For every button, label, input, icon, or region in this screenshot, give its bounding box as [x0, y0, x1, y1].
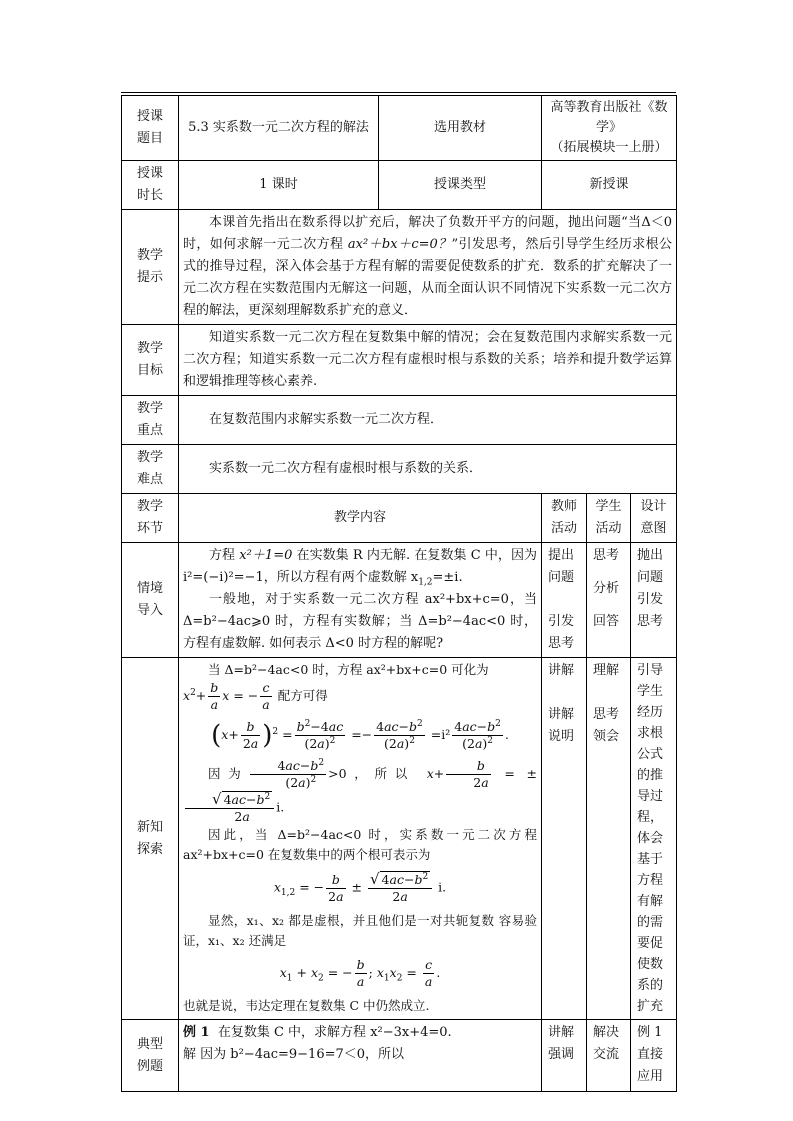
example-label: 典型 例题 — [122, 1020, 179, 1092]
col-student-header: 学生 活动 — [587, 494, 631, 543]
explore-teacher: 讲解 讲解 说明 — [542, 658, 587, 1020]
row-column-headers — [122, 494, 677, 543]
col-design-header: 设计 意图 — [631, 494, 677, 543]
situation-teacher: 提出 问题 引发 思考 — [542, 543, 587, 658]
example-teacher: 讲解 强调 — [542, 1020, 587, 1092]
example-student: 解决 交流 — [587, 1020, 631, 1092]
hint-text: 本课首先指出在数系得以扩充后，解决了负数开平方的问题，抛出问题“当Δ＜0时，如何求解一元二次方程 ax²＋bx＋c=0？”引发思考，然后引导学生经历求根公式的推导过程，深入体会基于方程有解的需要促使数系的扩充．数系的扩充解决了一元二次方程在实数范围内无解这一问题，从而全面认识不同情况下实系数一元二次方程的解法，更深刻理解数系扩充的意义． — [179, 210, 677, 325]
situation-content: 方程 x²＋1=0 在实数集 R 内无解. 在复数集 C 中，因为 i²=(−i)²=−1，所以方程有两个虚数解 $x_{1,2}=\pm i$. 一般地，对于实系数一元二次方程 ax²+bx+c=0，当 Δ=b²−4ac⩾0 时，方程有实数解；当 Δ=b²−4ac<0 时，方程有虚数解. 如何表示 Δ<0 时方程的解呢? — [179, 543, 542, 658]
row-example — [122, 1020, 677, 1092]
hint-label: 教学 提示 — [122, 210, 179, 325]
goals-label: 教学 目标 — [122, 325, 179, 396]
textbook-label: 选用教材 — [379, 96, 542, 161]
explore-label: 新知 探索 — [122, 658, 179, 1020]
row-key-points — [122, 396, 677, 445]
row-explore — [122, 658, 677, 1020]
root-formula: $x_{1,2}$ = − $\frac{b}{2a}$ ± $\frac{√ 4ac-b^2}{2a}$ i. — [273, 870, 447, 904]
course-title-label: 授课 题目 — [122, 96, 179, 161]
because-line: 因为 $\frac{4ac-b^2}{(2a)^2}$ >0，所以 x+ $\frac{b}{2a}$ = ± $\frac{√ 4ac-b^2}{2a}$ i. — [183, 758, 537, 825]
situation-student: 思考 分析 回答 — [587, 543, 631, 658]
vieta-formula: $x_1 + x_2$ = − $\frac{b}{a}$ ; $x_1x_2$ = $\frac{c}{a}$ . — [279, 957, 441, 989]
difficulties-text: 实系数一元二次方程有虚根时根与系数的关系． — [179, 445, 677, 494]
duration-label: 授课 时长 — [122, 161, 179, 210]
key-points-label: 教学 重点 — [122, 396, 179, 445]
row-situation — [122, 543, 677, 658]
row-hint — [122, 210, 677, 325]
situation-design: 抛出 问题 引发 思考 — [631, 543, 677, 658]
example-design: 例 1 直接 应用 — [631, 1020, 677, 1092]
course-title: 5.3 实系数一元二次方程的解法 — [179, 96, 379, 161]
textbook-name: 高等教育出版社《数学》 （拓展模块一上册） — [542, 96, 677, 161]
lesson-type-label: 授课类型 — [379, 161, 542, 210]
explore-student: 理解 思考 领会 — [587, 658, 631, 1020]
explore-content: 当 Δ=b²−4ac<0 时，方程 ax²+bx+c=0 可化为 $x^2+$ $\frac{b}{a}$ x = − $\frac{c}{a}$ 配方可得 (x+ $\frac{b}{2a}$ )$^2$ = $\frac{b^2-4ac}{(2a)^2}$ =− $\frac{4ac-b^2}{(2a)^2}$ =i² $\frac{4ac-b^2}{(2a)^2}$ . 因为 $\frac{4ac-b^2}{(2a)^2}$ >0，所以 x+ $\frac{b}{2a}$ = ± $\frac{√ 4ac-b^2}{2a}$ i. 因此，当 Δ=b²−4ac<0 时，实系数一元二次方程 ax²+bx+c=0 在复数集中的两个根可表示为 $x_{1,2}$ = − $\frac{b}{2a}$ ± $\frac{√ 4ac-b^2}{2a}$ i. 显然，x₁、x₂ 都是虚根，并且他们是一对共轭复数 容易验证，x₁、x₂ 还满足 $x_1 + x_2$ = − $\frac{b}{a}$ ; $x_1x_2$ = $\frac{c}{a}$ . 也就是说，韦达定理在复数集 C 中仍然成立. — [179, 658, 542, 1020]
difficulties-label: 教学 难点 — [122, 445, 179, 494]
explore-design: 引导 学生 经历 求根 公式 的推 导过 程， 体会 基于 方程 有解 的需 要促 使数 系的 扩充 — [631, 658, 677, 1020]
lesson-plan-table — [121, 95, 677, 1092]
goals-text: 知道实系数一元二次方程在复数集中解的情况；会在复数范围内求解实系数一元二次方程；知道实系数一元二次方程有虚根时根与系数的关系；培养和提升数学运算和逻辑推理等核心素养. — [179, 325, 677, 396]
col-stage-header: 教学 环节 — [122, 494, 179, 543]
col-content-header: 教学内容 — [179, 494, 542, 543]
row-course-title — [122, 96, 677, 161]
example-content: 例 1 在复数集 C 中，求解方程 x²−3x+4=0. 解 因为 b²−4ac=9−16=7＜0，所以 — [179, 1020, 542, 1092]
situation-label: 情境 导入 — [122, 543, 179, 658]
col-teacher-header: 教师 活动 — [542, 494, 587, 543]
row-duration — [122, 161, 677, 210]
row-goals — [122, 325, 677, 396]
row-difficulties — [122, 445, 677, 494]
lesson-type-value: 新授课 — [542, 161, 677, 210]
completing-square-line: $x^2+$ $\frac{b}{a}$ x = − $\frac{c}{a}$ 配方可得 — [183, 680, 328, 712]
formula-square: (x+ $\frac{b}{2a}$ )$^2$ = $\frac{b^2-4ac}{(2a)^2}$ =− $\frac{4ac-b^2}{(2a)^2}$ =i² $\frac{4ac-b^2}{(2a)^2}$ . — [211, 718, 509, 751]
top-rule — [121, 92, 676, 93]
duration-value: 1 课时 — [179, 161, 379, 210]
key-points-text: 在复数范围内求解实系数一元二次方程． — [179, 396, 677, 445]
